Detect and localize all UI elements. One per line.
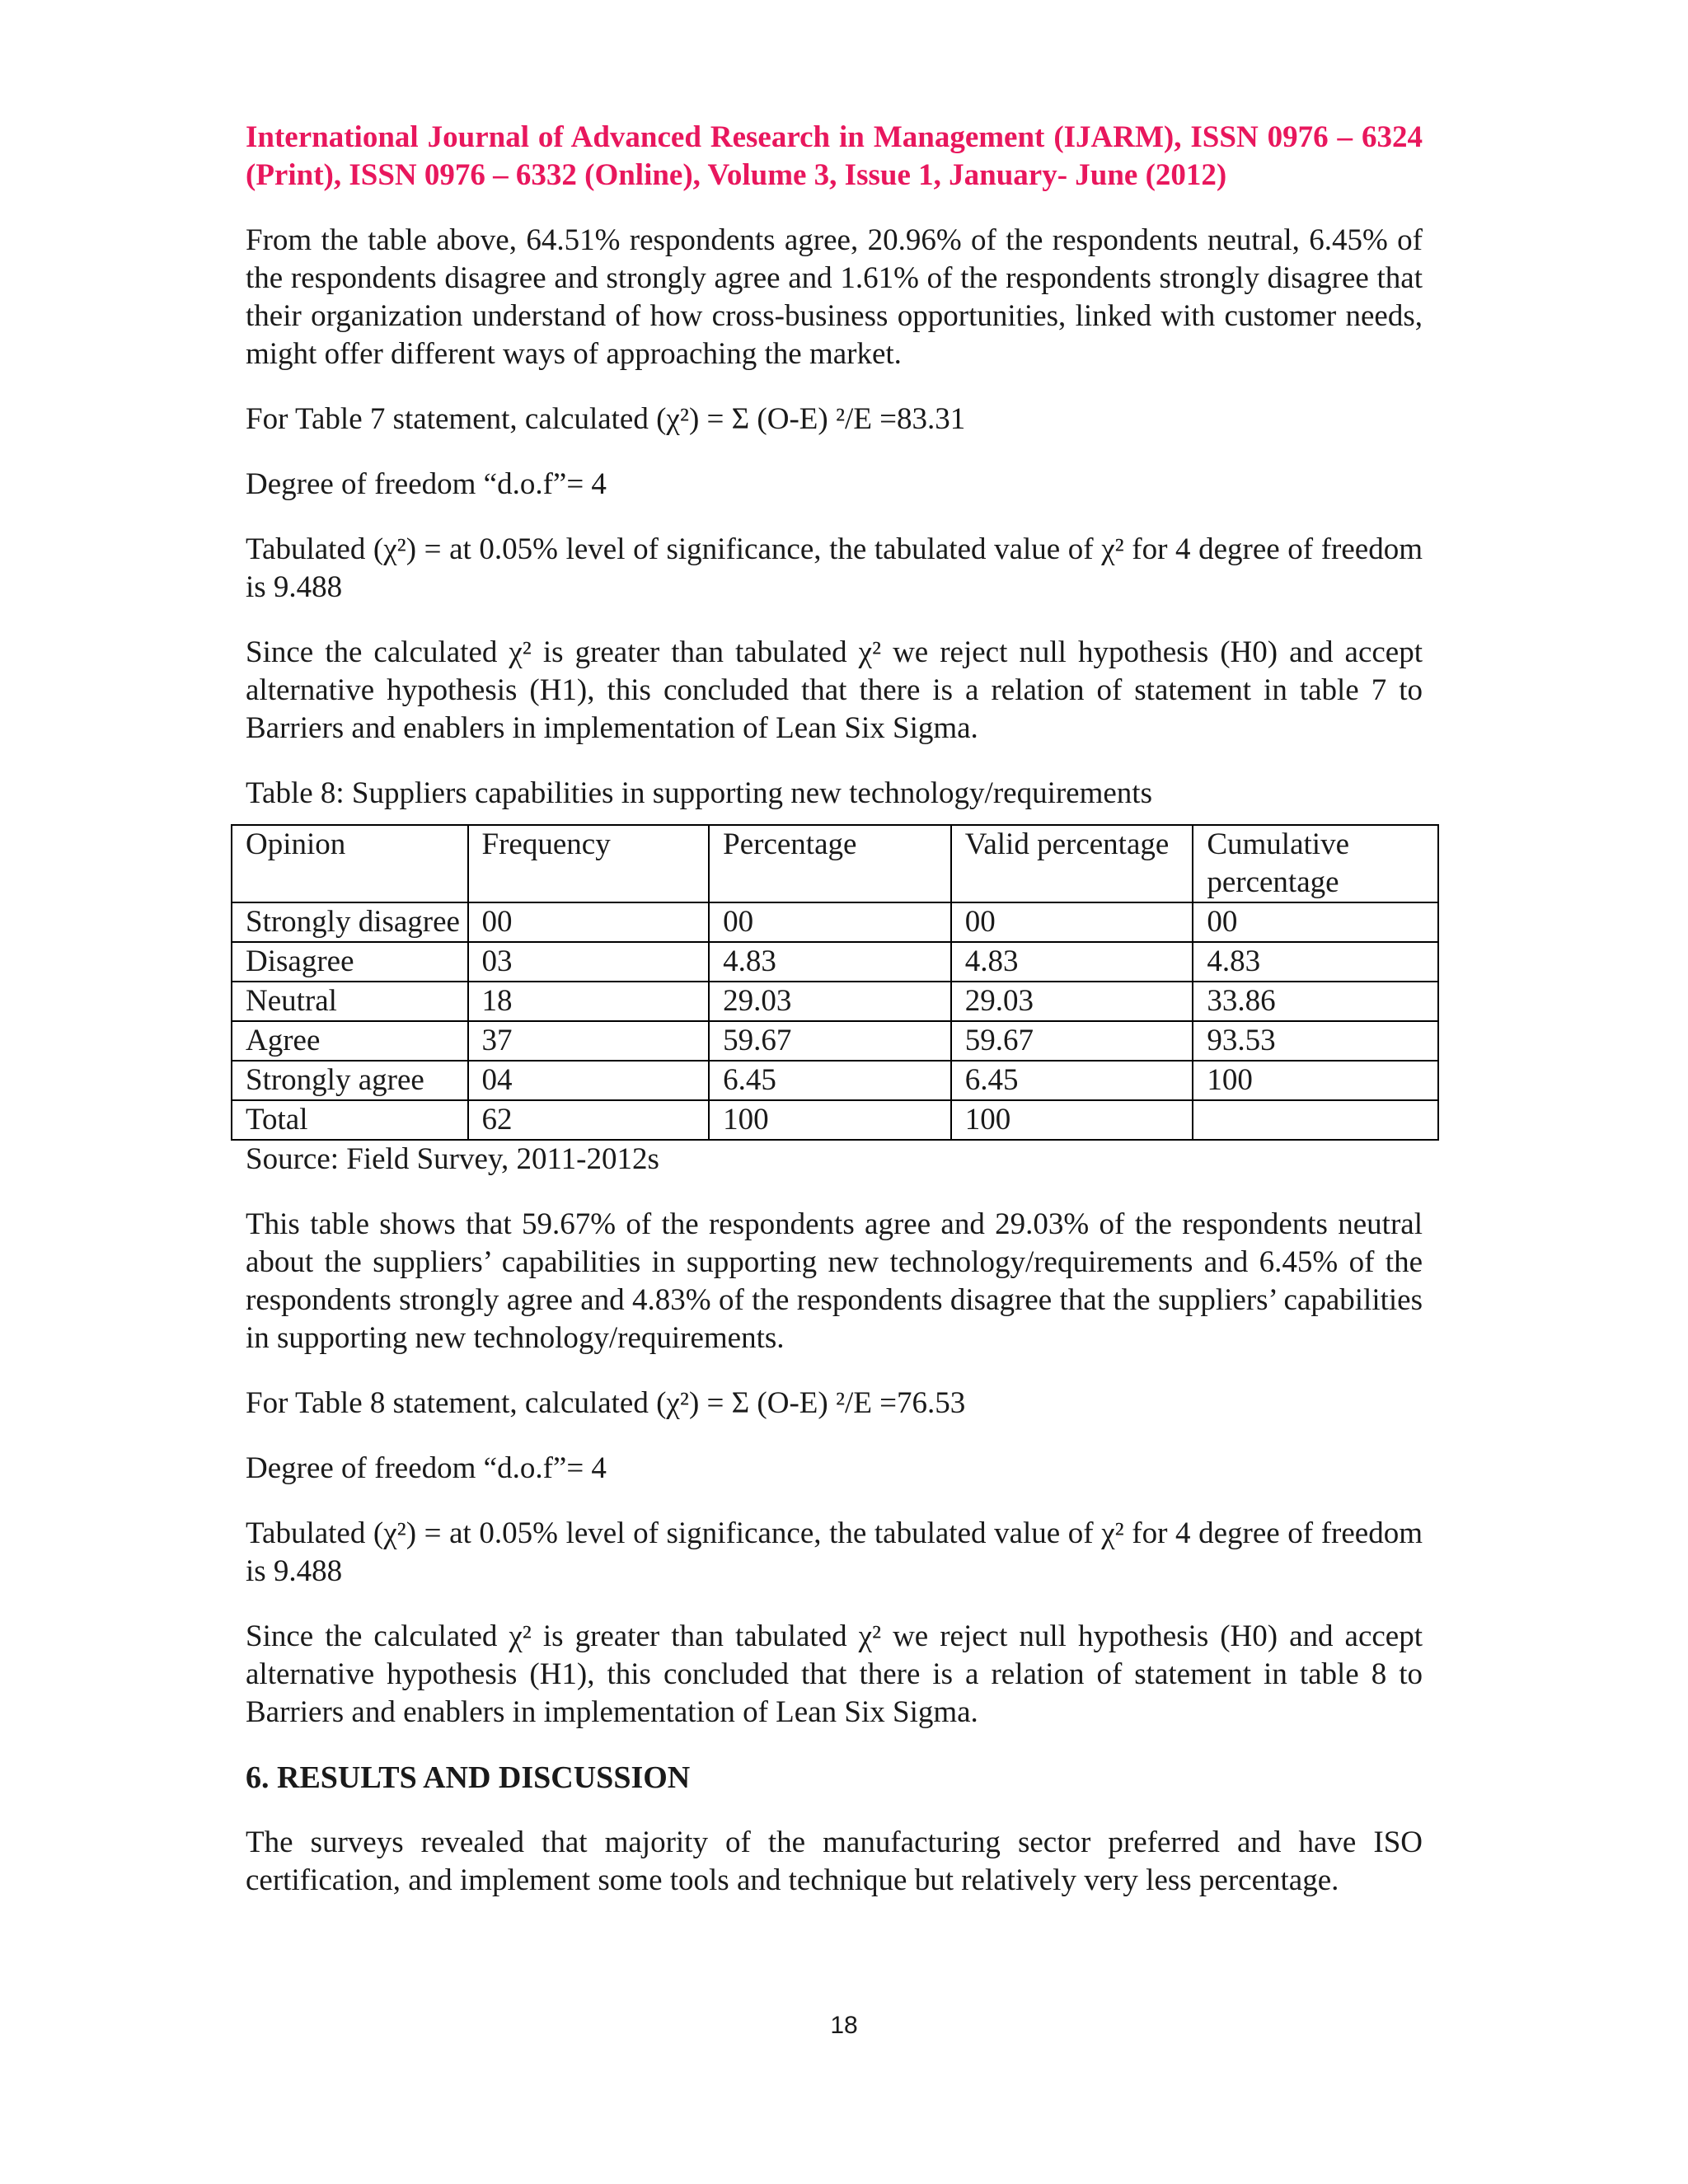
table-cell: 18: [468, 982, 710, 1021]
table-row: [232, 942, 1438, 982]
table-cell: Strongly disagree: [232, 902, 468, 942]
table8-degree-of-freedom: Degree of freedom “d.o.f”= 4: [246, 1451, 607, 1485]
table-cell: 37: [468, 1021, 710, 1061]
table-cell: Strongly agree: [232, 1061, 468, 1100]
table-cell: 00: [468, 902, 710, 942]
table-cell: Disagree: [232, 942, 468, 982]
table7-conclusion: Since the calculated χ² is greater than tabulated χ² we reject null hypothesis (H0) and accept alternative hypothesis (H1), this concluded that there is a relation of statement in table 7 to Barriers and enablers in implementation of Lean Six Sigma.: [246, 635, 1423, 745]
table8-tabulated: Tabulated (χ²) = at 0.05% level of significance, the tabulated value of χ² for 4 degree of freedom is 9.488: [246, 1516, 1423, 1588]
table8-shows-paragraph: This table shows that 59.67% of the respondents agree and 29.03% of the respondents neutral about the suppliers’ capabilities in supporting new technology/requirements and 6.45% of the respondents strongly agree and 4.83% of the respondents disagree that the suppliers’ capabilities in supporting new technology/requirements.: [246, 1207, 1423, 1355]
header-cell-cumulative-percentage: Cumulative percentage: [1193, 825, 1438, 902]
table8-conclusion: Since the calculated χ² is greater than tabulated χ² we reject null hypothesis (H0) and accept alternative hypothesis (H1), this concluded that there is a relation of statement in table 8 to Barriers and enablers in implementation of Lean Six Sigma.: [246, 1619, 1423, 1729]
table-cell: Total: [232, 1100, 468, 1140]
table7-degree-of-freedom: Degree of freedom “d.o.f”= 4: [246, 467, 607, 501]
table-cell: [1193, 1100, 1438, 1140]
table-row: [232, 982, 1438, 1021]
table-row: [232, 1021, 1438, 1061]
table-row: [232, 902, 1438, 942]
journal-header-line-1: International Journal of Advanced Research in Management (IJARM), ISSN 0976 – 6324: [246, 120, 1423, 154]
table-cell: 29.03: [951, 982, 1193, 1021]
table-cell: 4.83: [1193, 942, 1438, 982]
table8-source: Source: Field Survey, 2011-2012s: [246, 1142, 659, 1176]
table-cell: 00: [709, 902, 951, 942]
header-cell-frequency: Frequency: [468, 825, 710, 902]
table8-caption: Table 8: Suppliers capabilities in supporting new technology/requirements: [246, 776, 1152, 810]
journal-header: [246, 119, 1423, 194]
table-cell: 00: [1193, 902, 1438, 942]
table8-calculated: For Table 8 statement, calculated (χ²) = Σ (O-E) ²/E =76.53: [246, 1386, 966, 1420]
table-cell: 4.83: [709, 942, 951, 982]
results-paragraph: The surveys revealed that majority of the manufacturing sector preferred and have ISO certification, and implement some tools and technique but relatively very less percentage.: [246, 1825, 1423, 1897]
table-row: [232, 1061, 1438, 1100]
header-cell-opinion: Opinion: [232, 825, 468, 902]
table-cell: 100: [709, 1100, 951, 1140]
table-header-row: [232, 825, 1438, 902]
table-cell: 100: [951, 1100, 1193, 1140]
header-cell-valid-percentage: Valid percentage: [951, 825, 1193, 902]
table-cell: 62: [468, 1100, 710, 1140]
table-cell: 03: [468, 942, 710, 982]
intro-paragraph: From the table above, 64.51% respondents agree, 20.96% of the respondents neutral, 6.45% of the respondents disagree and strongly agree and 1.61% of the respondents strongly disagree that their organization understand of how cross-business opportunities, linked with customer needs, might offer different ways of approaching the market.: [246, 223, 1423, 371]
table7-calculated: For Table 7 statement, calculated (χ²) = Σ (O-E) ²/E =83.31: [246, 402, 966, 436]
table-row-total: [232, 1100, 1438, 1140]
table-cell: 4.83: [951, 942, 1193, 982]
table-cell: 00: [951, 902, 1193, 942]
table-cell: 93.53: [1193, 1021, 1438, 1061]
table8: [231, 824, 1439, 1141]
table-cell: 6.45: [709, 1061, 951, 1100]
page-number: 18: [830, 2012, 858, 2039]
journal-header-line-2: (Print), ISSN 0976 – 6332 (Online), Volume 3, Issue 1, January- June (2012): [246, 158, 1227, 192]
table-cell: Agree: [232, 1021, 468, 1061]
header-cell-percentage: Percentage: [709, 825, 951, 902]
page-content: [246, 119, 1423, 1900]
table7-tabulated: Tabulated (χ²) = at 0.05% level of significance, the tabulated value of χ² for 4 degree of freedom is 9.488: [246, 532, 1423, 604]
table-cell: 29.03: [709, 982, 951, 1021]
table-cell: 59.67: [709, 1021, 951, 1061]
section-heading: 6. RESULTS AND DISCUSSION: [246, 1760, 691, 1795]
table-cell: 6.45: [951, 1061, 1193, 1100]
table-cell: 33.86: [1193, 982, 1438, 1021]
table-cell: 04: [468, 1061, 710, 1100]
table-cell: Neutral: [232, 982, 468, 1021]
table-cell: 59.67: [951, 1021, 1193, 1061]
table-cell: 100: [1193, 1061, 1438, 1100]
